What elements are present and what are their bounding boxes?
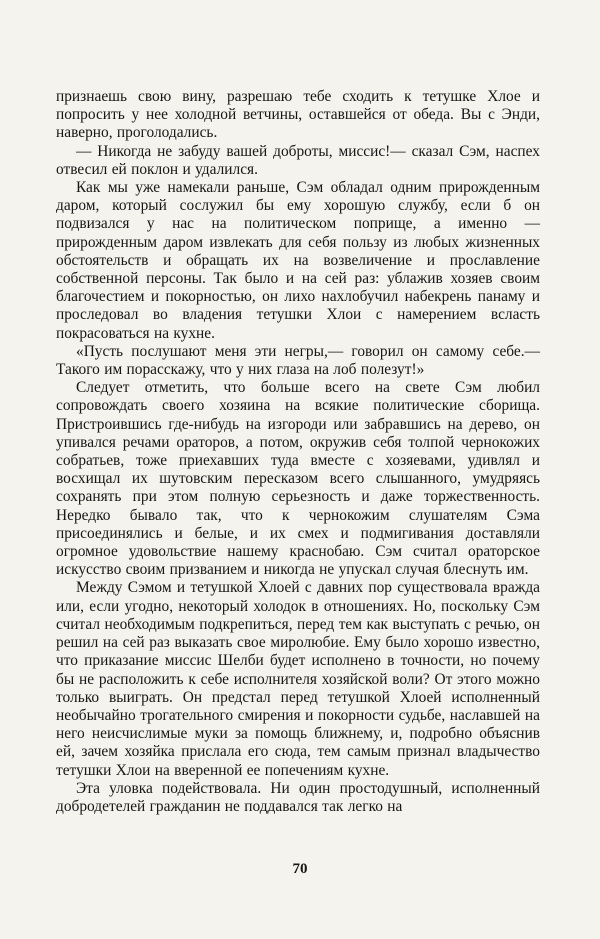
paragraph-sam-reply: — Никогда не забуду вашей доброты, миссис!— сказал Сэм, наспех отвесил ей поклон и удалился.: [56, 142, 540, 178]
page-number: 70: [292, 861, 308, 877]
paragraph-trick-worked: Эта уловка подействовала. Ни один простодушный, исполненный добродетелей гражданин не поддавался так легко на: [56, 779, 540, 815]
paragraph-sam-and-chloe: Между Сэмом и тетушкой Хлоей с давних пор существовала вражда или, если угодно, некоторый холодок в отношениях. Но, поскольку Сэм считал необходимым подкрепиться, перед тем как выступать с речью, он решил на сей раз выказать свое миролюбие. Ему было хорошо известно, что приказание миссис Шелби будет исполнено в точности, но почему бы не расположить к себе исполнителя хозяйской воли? От этого можно только выиграть. Он предстал перед тетушкой Хлоей исполненный необычайно трогательного смирения и покорности судьбе, наславшей на него неисчислимые муки за помощь ближнему, и, подробно объяснив ей, зачем хозяйка прислала его сюда, тем самым признал владычество тетушки Хлои на вверенной ее попечениям кухне.: [56, 579, 540, 779]
page-body: [56, 88, 540, 816]
paragraph-political-gatherings: Следует отметить, что больше всего на свете Сэм любил сопровождать своего хозяина на всякие политические сборища. Пристроившись где-нибудь на изгороди или забравшись на дерево, он упивался речами ораторов, а потом, окружив себя толпой чернокожих собратьев, тоже приехавших туда вместе с хозяевами, удивлял и восхищал их шутовским пересказом всего слышанного, умудряясь сохранять при этом полную серьезность и даже торжественность. Нередко бывало так, что к чернокожим слушателям Сэма присоединялись и белые, и их смех и подмигивания доставляли огромное удовольствие нашему краснобаю. Сэм считал ораторское искусство своим призванием и никогда не упускал случая блеснуть им.: [56, 379, 540, 579]
paragraph-sam-gift: Как мы уже намекали раньше, Сэм обладал одним прирожденным даром, который сослужил бы ему хорошую службу, если б он подвизался у нас на политическом поприще, а именно — прирожденным даром извлекать для себя пользу из любых жизненных обстоятельств и обращать их на возвеличение и прославление собственной персоны. Так было и на сей раз: ублажив хозяев своим благочестием и покорностью, он лихо нахлобучил набекрень панаму и проследовал во владения тетушки Хлои с намерением всласть покрасоваться на кухне.: [56, 179, 540, 342]
paragraph-continuation: признаешь свою вину, разрешаю тебе сходить к тетушке Хлое и попросить у нее холодной ветчины, оставшейся от обеда. Вы с Энди, наверно, проголодались.: [56, 88, 540, 142]
paragraph-sam-thought: «Пусть послушают меня эти негры,— говорил он самому себе.— Такого им порасскажу, что у них глаза на лоб полезут!»: [56, 342, 540, 379]
